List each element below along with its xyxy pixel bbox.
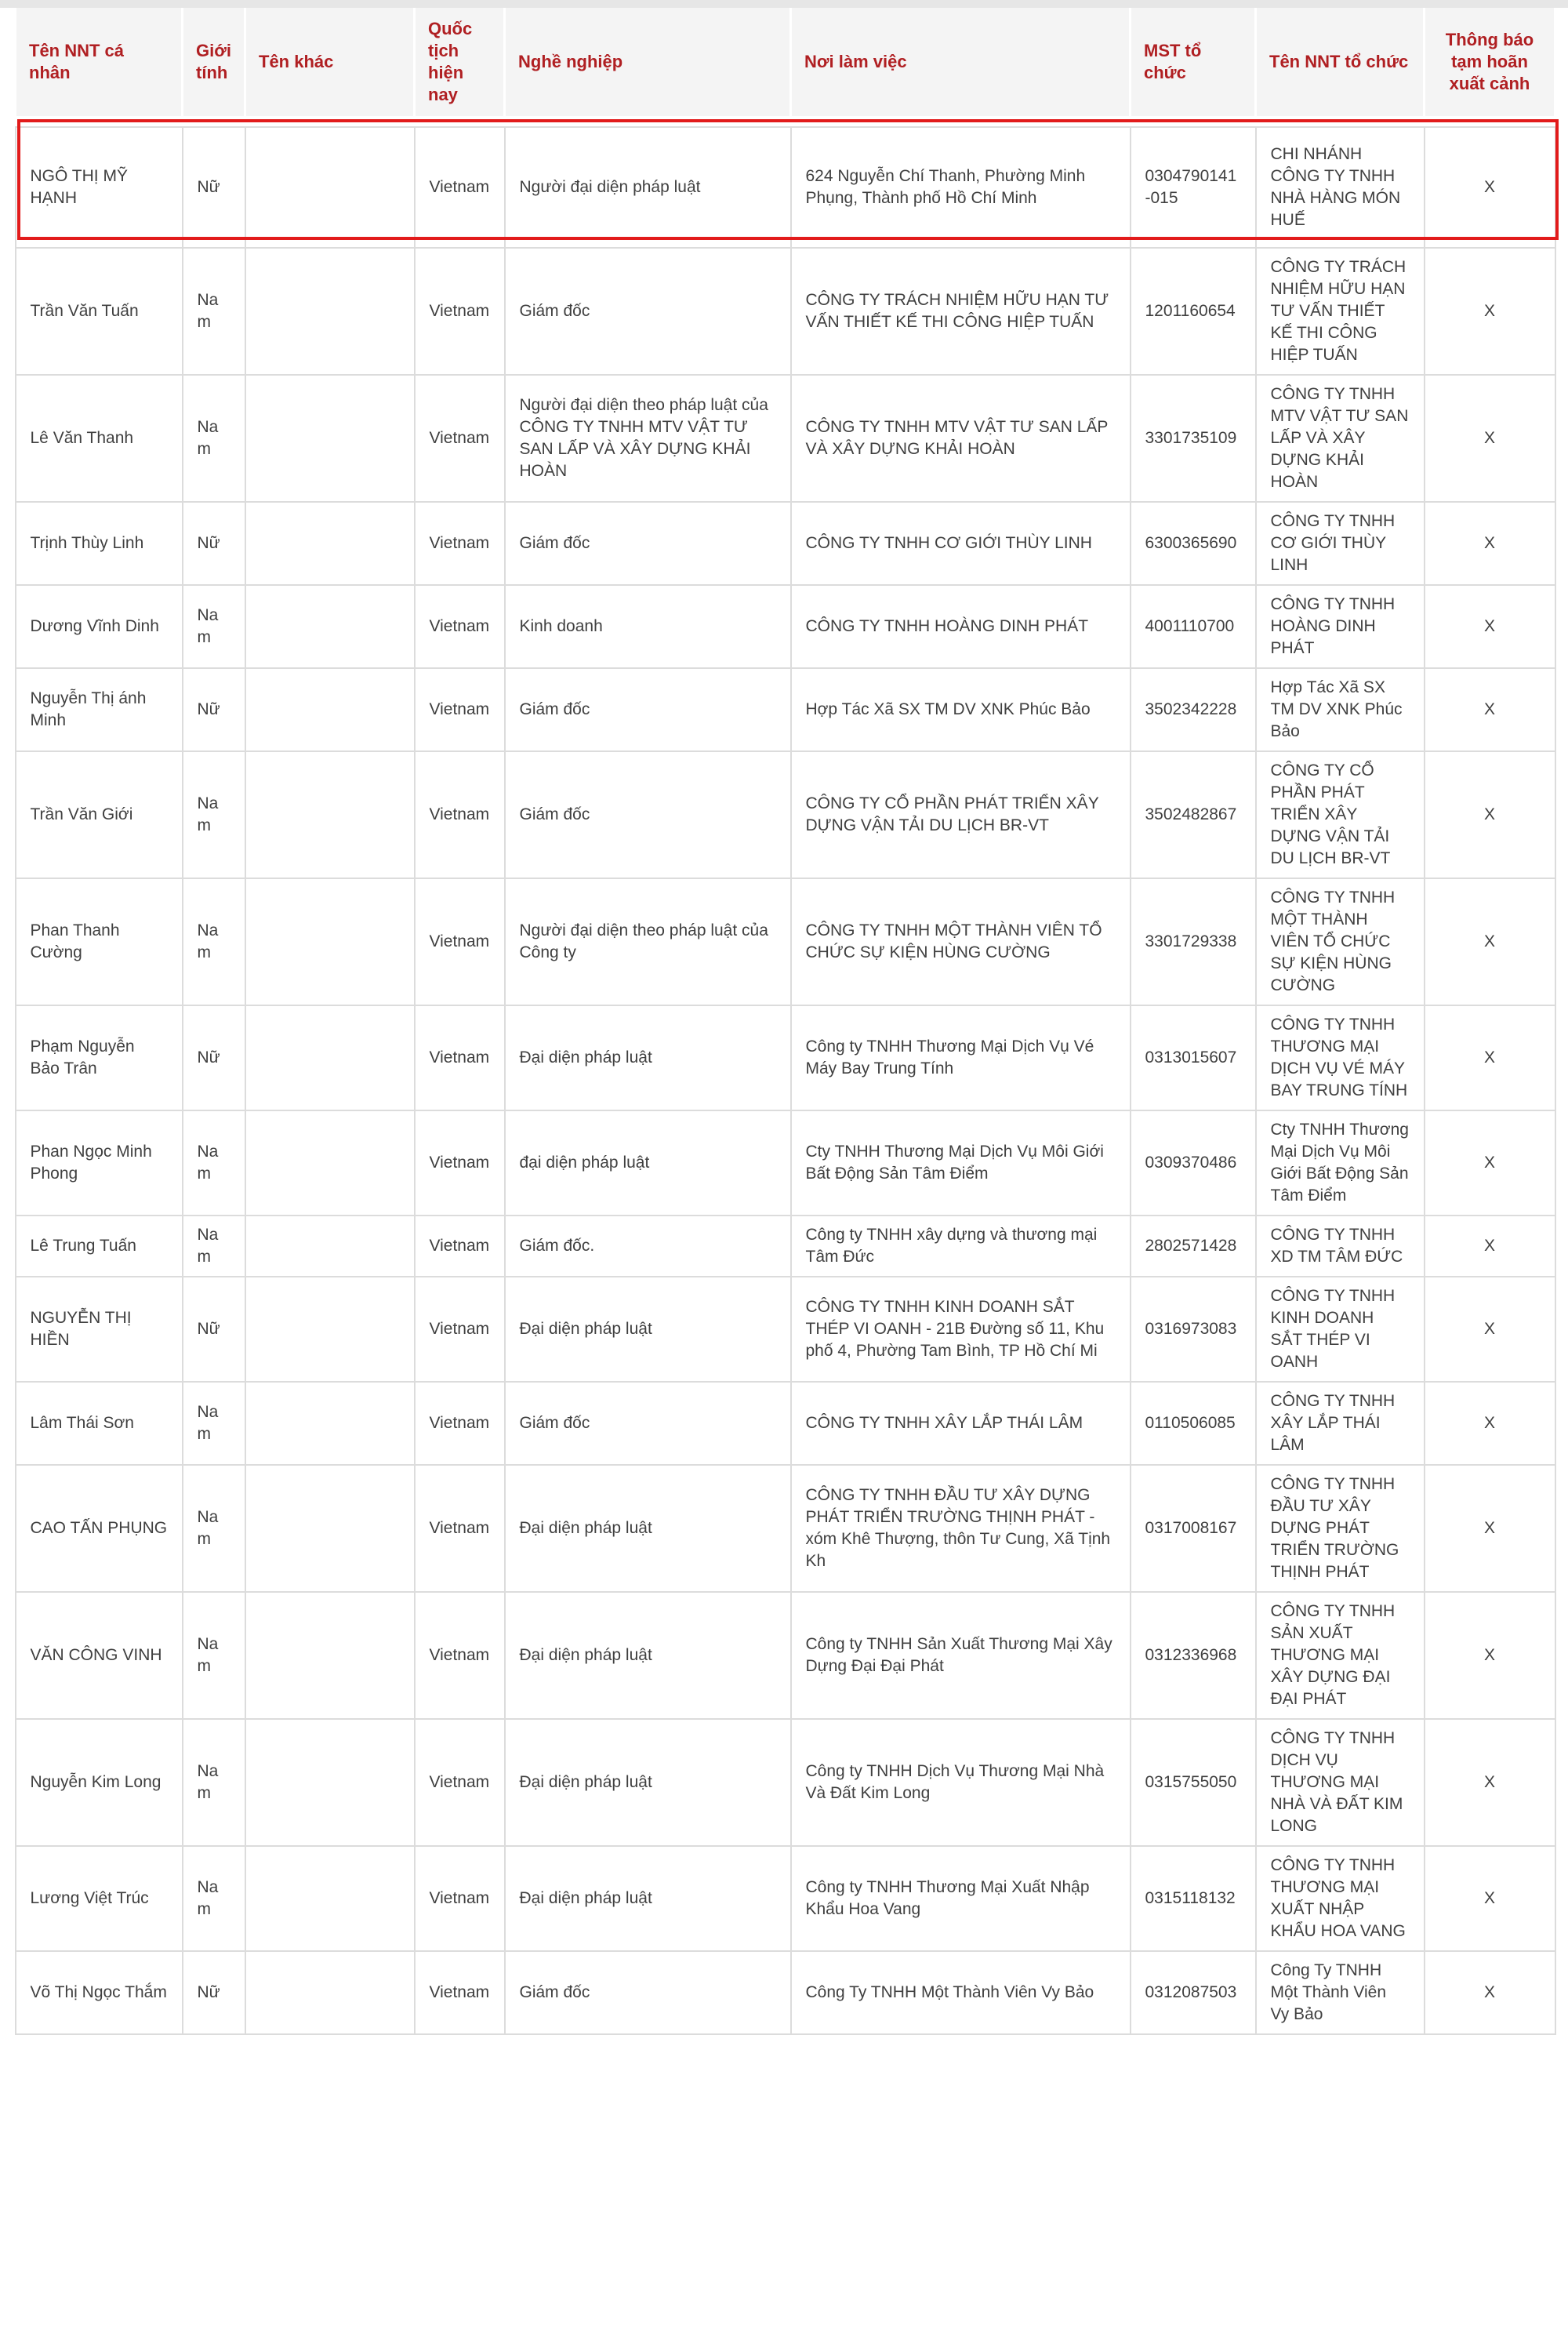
cell-workplace: CÔNG TY TNHH HOÀNG DINH PHÁT <box>791 585 1131 668</box>
cell-gender: Nữ <box>183 1005 245 1110</box>
cell-taxpayer-name: Phan Thanh Cường <box>16 878 183 1005</box>
taxpayer-exit-ban-table <box>14 8 1556 2035</box>
cell-exit-ban-notice: X <box>1425 668 1555 751</box>
cell-org-name: CÔNG TY TNHH DỊCH VỤ THƯƠNG MẠI NHÀ VÀ ĐẤT KIM LONG <box>1256 1719 1425 1846</box>
cell-nationality: Vietnam <box>415 375 505 502</box>
cell-taxpayer-name: NGÔ THỊ MỸ HẠNH <box>16 127 183 248</box>
cell-org-name: CÔNG TY TNHH SẢN XUẤT THƯƠNG MẠI XÂY DỰNG ĐẠI ĐẠI PHÁT <box>1256 1592 1425 1719</box>
cell-workplace: CÔNG TY TNHH MỘT THÀNH VIÊN TỔ CHỨC SỰ KIỆN HÙNG CƯỜNG <box>791 878 1131 1005</box>
cell-workplace: Công ty TNHH Thương Mại Dịch Vụ Vé Máy Bay Trung Tính <box>791 1005 1131 1110</box>
cell-org-tax-id: 0317008167 <box>1131 1465 1256 1592</box>
table-row <box>16 248 1555 375</box>
cell-taxpayer-name: Lê Trung Tuấn <box>16 1216 183 1277</box>
cell-occupation: Giám đốc. <box>505 1216 791 1277</box>
table-row <box>16 1277 1555 1382</box>
cell-exit-ban-notice: X <box>1425 248 1555 375</box>
cell-occupation: Giám đốc <box>505 668 791 751</box>
cell-exit-ban-notice: X <box>1425 375 1555 502</box>
cell-org-name: CÔNG TY TNHH XD TM TÂM ĐỨC <box>1256 1216 1425 1277</box>
cell-exit-ban-notice: X <box>1425 585 1555 668</box>
cell-taxpayer-name: VĂN CÔNG VINH <box>16 1592 183 1719</box>
cell-gender: Nam <box>183 1592 245 1719</box>
column-header-org-tax-id: MST tổ chức <box>1131 8 1256 116</box>
cell-workplace: CÔNG TY TNHH KINH DOANH SẮT THÉP VI OANH - 21B Đường số 11, Khu phố 4, Phường Tam Bình, TP Hồ Chí Mi <box>791 1277 1131 1382</box>
table-row <box>16 1846 1555 1951</box>
cell-gender: Nữ <box>183 668 245 751</box>
cell-org-tax-id: 6300365690 <box>1131 502 1256 585</box>
cell-other-name <box>245 248 415 375</box>
cell-occupation: Đại diện pháp luật <box>505 1465 791 1592</box>
cell-taxpayer-name: Nguyễn Kim Long <box>16 1719 183 1846</box>
cell-occupation: Đại diện pháp luật <box>505 1592 791 1719</box>
cell-nationality: Vietnam <box>415 1846 505 1951</box>
table-body <box>16 116 1555 2034</box>
cell-org-name: CÔNG TY TNHH ĐẦU TƯ XÂY DỰNG PHÁT TRIỂN TRƯỜNG THỊNH PHÁT <box>1256 1465 1425 1592</box>
cell-occupation: Đại diện pháp luật <box>505 1846 791 1951</box>
cell-gender: Nam <box>183 1216 245 1277</box>
cell-exit-ban-notice: X <box>1425 127 1555 248</box>
cell-org-name: CÔNG TY TRÁCH NHIỆM HỮU HẠN TƯ VẤN THIẾT KẾ THI CÔNG HIỆP TUẤN <box>1256 248 1425 375</box>
cell-workplace: Công Ty TNHH Một Thành Viên Vy Bảo <box>791 1951 1131 2034</box>
cell-other-name <box>245 751 415 878</box>
cell-workplace: CÔNG TY TNHH XÂY LẮP THÁI LÂM <box>791 1382 1131 1465</box>
cell-org-tax-id: 0312087503 <box>1131 1951 1256 2034</box>
cell-occupation: Kinh doanh <box>505 585 791 668</box>
cell-nationality: Vietnam <box>415 1110 505 1216</box>
cell-other-name <box>245 1465 415 1592</box>
cell-nationality: Vietnam <box>415 751 505 878</box>
cell-org-tax-id: 4001110700 <box>1131 585 1256 668</box>
cell-workplace: Cty TNHH Thương Mại Dịch Vụ Môi Giới Bất Động Sản Tâm Điểm <box>791 1110 1131 1216</box>
cell-occupation: Người đại diện pháp luật <box>505 127 791 248</box>
table-row <box>16 1951 1555 2034</box>
table-row <box>16 878 1555 1005</box>
cell-workplace: Công ty TNHH Thương Mại Xuất Nhập Khẩu Hoa Vang <box>791 1846 1131 1951</box>
column-header-gender: Giới tính <box>183 8 245 116</box>
cell-other-name <box>245 1216 415 1277</box>
cell-gender: Nam <box>183 585 245 668</box>
cell-taxpayer-name: Lương Việt Trúc <box>16 1846 183 1951</box>
cell-other-name <box>245 1846 415 1951</box>
cell-other-name <box>245 1951 415 2034</box>
cell-org-name: CÔNG TY TNHH THƯƠNG MẠI DỊCH VỤ VÉ MÁY BAY TRUNG TÍNH <box>1256 1005 1425 1110</box>
cell-occupation: Người đại diện theo pháp luật của CÔNG TY TNHH MTV VẬT TƯ SAN LẤP VÀ XÂY DỰNG KHẢI HOÀN <box>505 375 791 502</box>
column-header-taxpayer-name: Tên NNT cá nhân <box>16 8 183 116</box>
cell-other-name <box>245 1382 415 1465</box>
cell-taxpayer-name: CAO TẤN PHỤNG <box>16 1465 183 1592</box>
cell-workplace: Công ty TNHH Dịch Vụ Thương Mại Nhà Và Đất Kim Long <box>791 1719 1131 1846</box>
cell-gender: Nam <box>183 1382 245 1465</box>
cell-gender: Nam <box>183 1110 245 1216</box>
cell-org-tax-id: 0312336968 <box>1131 1592 1256 1719</box>
cell-occupation: Giám đốc <box>505 248 791 375</box>
cell-nationality: Vietnam <box>415 585 505 668</box>
cell-org-tax-id: 3502482867 <box>1131 751 1256 878</box>
cell-occupation: Đại diện pháp luật <box>505 1277 791 1382</box>
cell-org-tax-id: 3301735109 <box>1131 375 1256 502</box>
cell-gender: Nam <box>183 878 245 1005</box>
cell-workplace: 624 Nguyễn Chí Thanh, Phường Minh Phụng, Thành phố Hồ Chí Minh <box>791 127 1131 248</box>
cell-nationality: Vietnam <box>415 127 505 248</box>
cell-nationality: Vietnam <box>415 878 505 1005</box>
cell-other-name <box>245 1277 415 1382</box>
table-row <box>16 502 1555 585</box>
cell-gender: Nam <box>183 1719 245 1846</box>
top-strip <box>0 0 1568 8</box>
cell-taxpayer-name: Lâm Thái Sơn <box>16 1382 183 1465</box>
cell-org-tax-id: 2802571428 <box>1131 1216 1256 1277</box>
cell-org-name: CÔNG TY TNHH MỘT THÀNH VIÊN TỔ CHỨC SỰ KIỆN HÙNG CƯỜNG <box>1256 878 1425 1005</box>
column-header-org-name: Tên NNT tổ chức <box>1256 8 1425 116</box>
table-row <box>16 127 1555 248</box>
cell-nationality: Vietnam <box>415 668 505 751</box>
cell-org-tax-id: 1201160654 <box>1131 248 1256 375</box>
cell-exit-ban-notice: X <box>1425 1719 1555 1846</box>
cell-org-tax-id: 0304790141-015 <box>1131 127 1256 248</box>
cell-gender: Nữ <box>183 502 245 585</box>
cell-org-name: CÔNG TY TNHH THƯƠNG MẠI XUẤT NHẬP KHẨU HOA VANG <box>1256 1846 1425 1951</box>
cell-occupation: Giám đốc <box>505 751 791 878</box>
cell-taxpayer-name: Trần Văn Tuấn <box>16 248 183 375</box>
table-row <box>16 1110 1555 1216</box>
table-row <box>16 751 1555 878</box>
cell-org-name: Hợp Tác Xã SX TM DV XNK Phúc Bảo <box>1256 668 1425 751</box>
cell-workplace: Hợp Tác Xã SX TM DV XNK Phúc Bảo <box>791 668 1131 751</box>
cell-exit-ban-notice: X <box>1425 1592 1555 1719</box>
cell-org-name: CÔNG TY TNHH HOÀNG DINH PHÁT <box>1256 585 1425 668</box>
cell-workplace: Công ty TNHH Sản Xuất Thương Mại Xây Dựng Đại Đại Phát <box>791 1592 1131 1719</box>
cell-gender: Nam <box>183 1846 245 1951</box>
cell-workplace: CÔNG TY TNHH CƠ GIỚI THÙY LINH <box>791 502 1131 585</box>
cell-gender: Nam <box>183 248 245 375</box>
cell-other-name <box>245 1005 415 1110</box>
cell-nationality: Vietnam <box>415 1216 505 1277</box>
cell-org-tax-id: 0309370486 <box>1131 1110 1256 1216</box>
cell-other-name <box>245 502 415 585</box>
cell-org-tax-id: 0315118132 <box>1131 1846 1256 1951</box>
cell-org-name: CÔNG TY TNHH KINH DOANH SẮT THÉP VI OANH <box>1256 1277 1425 1382</box>
table-row <box>16 1719 1555 1846</box>
cell-workplace: Công ty TNHH xây dựng và thương mại Tâm Đức <box>791 1216 1131 1277</box>
column-header-workplace: Nơi làm việc <box>791 8 1131 116</box>
cell-exit-ban-notice: X <box>1425 1382 1555 1465</box>
cell-exit-ban-notice: X <box>1425 1005 1555 1110</box>
cell-nationality: Vietnam <box>415 1277 505 1382</box>
cell-gender: Nam <box>183 751 245 878</box>
cell-occupation: Giám đốc <box>505 502 791 585</box>
cell-gender: Nữ <box>183 1951 245 2034</box>
cell-org-tax-id: 0315755050 <box>1131 1719 1256 1846</box>
cell-exit-ban-notice: X <box>1425 1465 1555 1592</box>
cell-taxpayer-name: NGUYỄN THỊ HIỀN <box>16 1277 183 1382</box>
table-row <box>16 1465 1555 1592</box>
cell-org-tax-id: 0316973083 <box>1131 1277 1256 1382</box>
cell-exit-ban-notice: X <box>1425 1277 1555 1382</box>
cell-exit-ban-notice: X <box>1425 1951 1555 2034</box>
cell-exit-ban-notice: X <box>1425 1110 1555 1216</box>
spacer-cell <box>16 116 1555 127</box>
cell-org-tax-id: 3502342228 <box>1131 668 1256 751</box>
table-header <box>16 8 1555 116</box>
column-header-other-name: Tên khác <box>245 8 415 116</box>
cell-other-name <box>245 668 415 751</box>
cell-exit-ban-notice: X <box>1425 502 1555 585</box>
cell-taxpayer-name: Dương Vĩnh Dinh <box>16 585 183 668</box>
cell-nationality: Vietnam <box>415 1592 505 1719</box>
cell-occupation: Người đại diện theo pháp luật của Công ty <box>505 878 791 1005</box>
header-row <box>16 8 1555 116</box>
cell-nationality: Vietnam <box>415 1005 505 1110</box>
cell-taxpayer-name: Lê Văn Thanh <box>16 375 183 502</box>
cell-gender: Nữ <box>183 127 245 248</box>
cell-exit-ban-notice: X <box>1425 1846 1555 1951</box>
table-row <box>16 1592 1555 1719</box>
cell-other-name <box>245 375 415 502</box>
cell-gender: Nam <box>183 1465 245 1592</box>
cell-org-tax-id: 0110506085 <box>1131 1382 1256 1465</box>
cell-nationality: Vietnam <box>415 1382 505 1465</box>
cell-exit-ban-notice: X <box>1425 751 1555 878</box>
cell-org-name: Công Ty TNHH Một Thành Viên Vy Bảo <box>1256 1951 1425 2034</box>
cell-workplace: CÔNG TY TNHH ĐẦU TƯ XÂY DỰNG PHÁT TRIỂN TRƯỜNG THỊNH PHÁT - xóm Khê Thượng, thôn Tư Cung, Xã Tịnh Kh <box>791 1465 1131 1592</box>
cell-taxpayer-name: Phan Ngọc Minh Phong <box>16 1110 183 1216</box>
cell-other-name <box>245 1719 415 1846</box>
cell-exit-ban-notice: X <box>1425 1216 1555 1277</box>
cell-other-name <box>245 878 415 1005</box>
cell-taxpayer-name: Nguyễn Thị ánh Minh <box>16 668 183 751</box>
cell-occupation: Đại diện pháp luật <box>505 1005 791 1110</box>
table-row <box>16 1005 1555 1110</box>
cell-org-tax-id: 3301729338 <box>1131 878 1256 1005</box>
cell-other-name <box>245 585 415 668</box>
cell-workplace: CÔNG TY TNHH MTV VẬT TƯ SAN LẤP VÀ XÂY DỰNG KHẢI HOÀN <box>791 375 1131 502</box>
cell-org-name: CÔNG TY TNHH MTV VẬT TƯ SAN LẤP VÀ XÂY DỰNG KHẢI HOÀN <box>1256 375 1425 502</box>
table-row <box>16 668 1555 751</box>
table-row <box>16 585 1555 668</box>
cell-other-name <box>245 127 415 248</box>
cell-workplace: CÔNG TY CỔ PHẦN PHÁT TRIỂN XÂY DỰNG VẬN TẢI DU LỊCH BR-VT <box>791 751 1131 878</box>
cell-occupation: đại diện pháp luật <box>505 1110 791 1216</box>
cell-occupation: Giám đốc <box>505 1951 791 2034</box>
cell-nationality: Vietnam <box>415 248 505 375</box>
cell-other-name <box>245 1592 415 1719</box>
column-header-occupation: Nghề nghiệp <box>505 8 791 116</box>
cell-taxpayer-name: Trần Văn Giới <box>16 751 183 878</box>
column-header-nationality: Quốc tịch hiện nay <box>415 8 505 116</box>
table-row <box>16 1382 1555 1465</box>
cell-nationality: Vietnam <box>415 1719 505 1846</box>
cell-nationality: Vietnam <box>415 502 505 585</box>
cell-gender: Nam <box>183 375 245 502</box>
cell-org-name: CHI NHÁNH CÔNG TY TNHH NHÀ HÀNG MÓN HUẾ <box>1256 127 1425 248</box>
table-row <box>16 375 1555 502</box>
cell-nationality: Vietnam <box>415 1951 505 2034</box>
cell-taxpayer-name: Trịnh Thùy Linh <box>16 502 183 585</box>
cell-occupation: Đại diện pháp luật <box>505 1719 791 1846</box>
cell-taxpayer-name: Võ Thị Ngọc Thắm <box>16 1951 183 2034</box>
table-row <box>16 1216 1555 1277</box>
cell-workplace: CÔNG TY TRÁCH NHIỆM HỮU HẠN TƯ VẤN THIẾT KẾ THI CÔNG HIỆP TUẤN <box>791 248 1131 375</box>
cell-other-name <box>245 1110 415 1216</box>
cell-org-tax-id: 0313015607 <box>1131 1005 1256 1110</box>
cell-org-name: CÔNG TY TNHH CƠ GIỚI THÙY LINH <box>1256 502 1425 585</box>
cell-exit-ban-notice: X <box>1425 878 1555 1005</box>
header-spacer <box>16 116 1555 127</box>
cell-org-name: Cty TNHH Thương Mại Dịch Vụ Môi Giới Bất Động Sản Tâm Điểm <box>1256 1110 1425 1216</box>
cell-org-name: CÔNG TY CỔ PHẦN PHÁT TRIỂN XÂY DỰNG VẬN TẢI DU LỊCH BR-VT <box>1256 751 1425 878</box>
cell-org-name: CÔNG TY TNHH XÂY LẮP THÁI LÂM <box>1256 1382 1425 1465</box>
cell-gender: Nữ <box>183 1277 245 1382</box>
cell-occupation: Giám đốc <box>505 1382 791 1465</box>
cell-nationality: Vietnam <box>415 1465 505 1592</box>
cell-taxpayer-name: Phạm Nguyễn Bảo Trân <box>16 1005 183 1110</box>
column-header-exit-ban-notice: Thông báo tạm hoãn xuất cảnh <box>1425 8 1555 116</box>
